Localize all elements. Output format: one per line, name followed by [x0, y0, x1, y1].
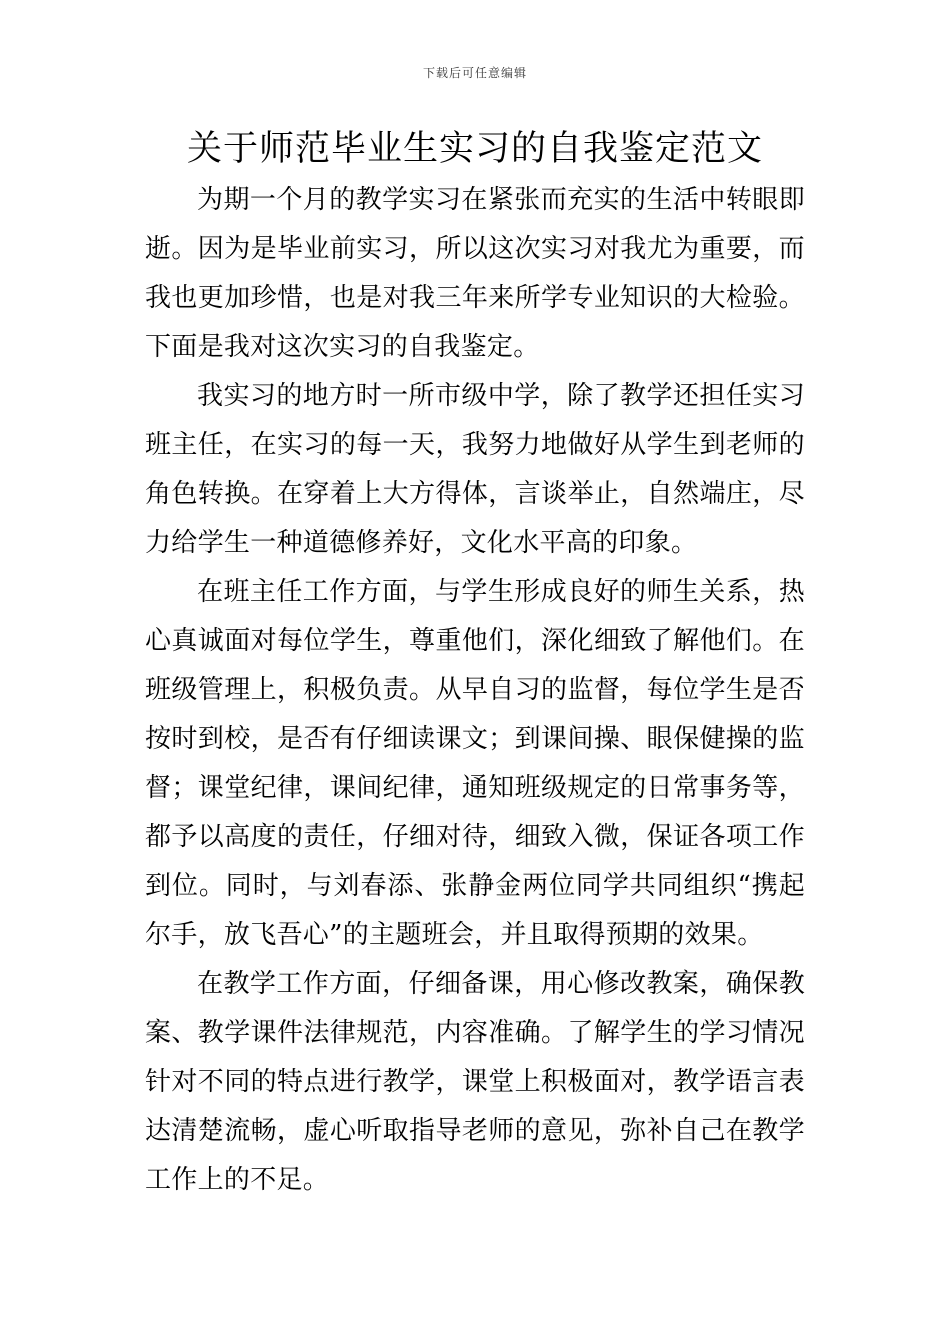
paragraph-3: 在班主任工作方面，与学生形成良好的师生关系，热心真诚面对每位学生，尊重他们，深化细致了解他们。在班级管理上，积极负责。从早自习的监督，每位学生是否按时到校，是否有仔细读课文；到课间操、眼保健操的监督；课堂纪律，课间纪律，通知班级规定的日常事务等，都予以高度的责任，仔细对待，细致入微，保证各项工作到位。同时，与刘春添、张静金两位同学共同组织“携起尔手，放飞吾心”的主题班会，并且取得预期的效果。: [145, 577, 805, 950]
document-title: 关于师范毕业生实习的自我鉴定范文: [186, 129, 763, 169]
paragraph-2: 我实习的地方时一所市级中学，除了教学还担任实习班主任，在实习的每一天，我努力地做好从学生到老师的角色转换。在穿着上大方得体，言谈举止，自然端庄，尽力给学生一种道德修养好，文化水平高的印象。: [145, 381, 805, 558]
paragraph-1: 为期一个月的教学实习在紧张而充实的生活中转眼即逝。因为是毕业前实习，所以这次实习对我尤为重要，而我也更加珍惜，也是对我三年来所学专业知识的大检验。下面是我对这次实习的自我鉴定。: [145, 185, 805, 362]
paragraph-4: 在教学工作方面，仔细备课，用心修改教案，确保教案、教学课件法律规范，内容准确。了解学生的学习情况针对不同的特点进行教学，课堂上积极面对，教学语言表达清楚流畅，虚心听取指导老师的意见，弥补自己在教学工作上的不足。: [145, 969, 805, 1195]
header-note: 下载后可任意编辑: [422, 66, 527, 80]
document-body: [145, 176, 805, 1205]
